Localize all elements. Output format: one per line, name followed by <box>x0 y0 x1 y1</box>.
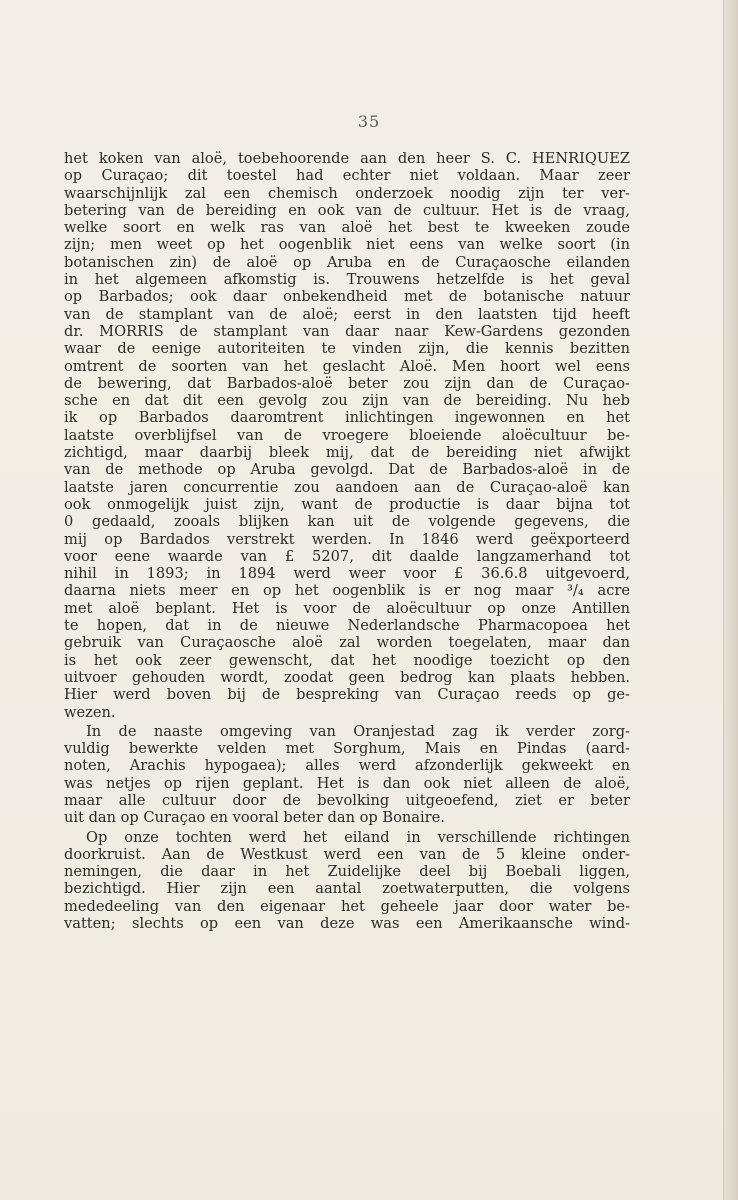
text-line: wezen. <box>64 703 116 721</box>
text-line: het koken van aloë, toebehoorende aan den heer S. C. HENRIQUEZ <box>64 150 630 167</box>
text-line: ik op Barbados daaromtrent inlichtingen ingewonnen en het <box>64 409 630 427</box>
text-line: daarna niets meer en op het oogenblik is er nog maar ³/₄ acre <box>64 582 630 600</box>
text-line: dr. MORRIS de stamplant van daar naar Kew-Gardens gezonden <box>64 322 630 340</box>
text-line: ook onmogelijk juist zijn, want de productie is daar bijna tot <box>64 495 630 513</box>
text-line: gebruik van Curaçaosche aloë zal worden toegelaten, maar dan <box>64 634 630 652</box>
text-line: maar alle cultuur door de bevolking uitgeoefend, ziet er beter <box>64 791 630 809</box>
text-line: te hopen, dat in de nieuwe Nederlandsche Pharmacopoea het <box>64 617 630 635</box>
text-line: waar de eenige autoriteiten te vinden zijn, die kennis bezitten <box>64 340 630 358</box>
text-line: Op onze tochten werd het eiland in verschillende richtingen <box>86 828 630 846</box>
body-text <box>64 150 630 932</box>
text-line: mij op Bardados verstrekt werden. In 1846 werd geëxporteerd <box>64 530 630 548</box>
text-line: de bewering, dat Barbados-aloë beter zou zijn dan de Curaçao- <box>64 374 630 392</box>
text-line: is het ook zeer gewenscht, dat het noodige toezicht op den <box>64 651 630 669</box>
text-line: van de methode op Aruba gevolgd. Dat de Barbados-aloë in de <box>64 461 630 479</box>
text-line: was netjes op rijen geplant. Het is dan ook niet alleen de aloë, <box>64 774 630 792</box>
text-line: botanischen zin) de aloë op Aruba en de Curaçaosche eilanden <box>64 253 630 271</box>
text-line: betering van de bereiding en ook van de cultuur. Het is de vraag, <box>64 201 630 219</box>
text-line: zichtigd, maar daarbij bleek mij, dat de bereiding niet afwijkt <box>64 444 630 462</box>
page-edge <box>723 0 738 1200</box>
page-number: 35 <box>357 112 381 131</box>
text-line: op Barbados; ook daar onbekendheid met de botanische natuur <box>64 288 630 306</box>
text-line: vuldig bewerkte velden met Sorghum, Mais en Pindas (aard- <box>64 740 630 758</box>
text-line: In de naaste omgeving van Oranjestad zag ik verder zorg- <box>86 722 630 740</box>
text-line: Hier werd boven bij de bespreking van Curaçao reeds op ge- <box>64 686 630 704</box>
text-line: nihil in 1893; in 1894 werd weer voor £ 36.6.8 uitgevoerd, <box>64 565 630 583</box>
text-line: omtrent de soorten van het geslacht Aloë. Men hoort wel eens <box>64 357 630 375</box>
text-line: noten, Arachis hypogaea); alles werd afzonderlijk gekweekt en <box>64 757 630 775</box>
text-line: waarschijnlijk zal een chemisch onderzoek noodig zijn ter ver- <box>64 184 630 202</box>
text-line: zijn; men weet op het oogenblik niet eens van welke soort (in <box>64 236 630 254</box>
text-line: vatten; slechts op een van deze was een Amerikaansche wind- <box>64 915 630 933</box>
text-line: doorkruist. Aan de Westkust werd een van de 5 kleine onder- <box>64 845 630 863</box>
text-line: met aloë beplant. Het is voor de aloëcultuur op onze Antillen <box>64 599 630 617</box>
text-line: laatste overblijfsel van de vroegere bloeiende aloëcultuur be- <box>64 426 630 444</box>
text-line: uit dan op Curaçao en vooral beter dan op Bonaire. <box>64 809 445 827</box>
text-line: voor eene waarde van £ 5207, dit daalde langzamerhand tot <box>64 547 630 565</box>
text-line: op Curaçao; dit toestel had echter niet voldaan. Maar zeer <box>64 167 630 185</box>
text-line: sche en dat dit een gevolg zou zijn van de bereiding. Nu heb <box>64 392 630 410</box>
text-line: uitvoer gehouden wordt, zoodat geen bedrog kan plaats hebben. <box>64 668 630 686</box>
text-line: laatste jaren concurrentie zou aandoen aan de Curaçao-aloë kan <box>64 478 630 496</box>
text-line: welke soort en welk ras van aloë het best te kweeken zoude <box>64 219 630 237</box>
text-line: nemingen, die daar in het Zuidelijke deel bij Boebali liggen, <box>64 863 630 881</box>
text-line: van de stamplant van de aloë; eerst in den laatsten tijd heeft <box>64 305 630 323</box>
text-line: in het algemeen afkomstig is. Trouwens hetzelfde is het geval <box>64 271 630 289</box>
text-line: 0 gedaald, zooals blijken kan uit de volgende gegevens, die <box>64 513 630 531</box>
text-line: bezichtigd. Hier zijn een aantal zoetwaterputten, die volgens <box>64 880 630 898</box>
text-line: mededeeling van den eigenaar het geheele jaar door water be- <box>64 897 630 915</box>
